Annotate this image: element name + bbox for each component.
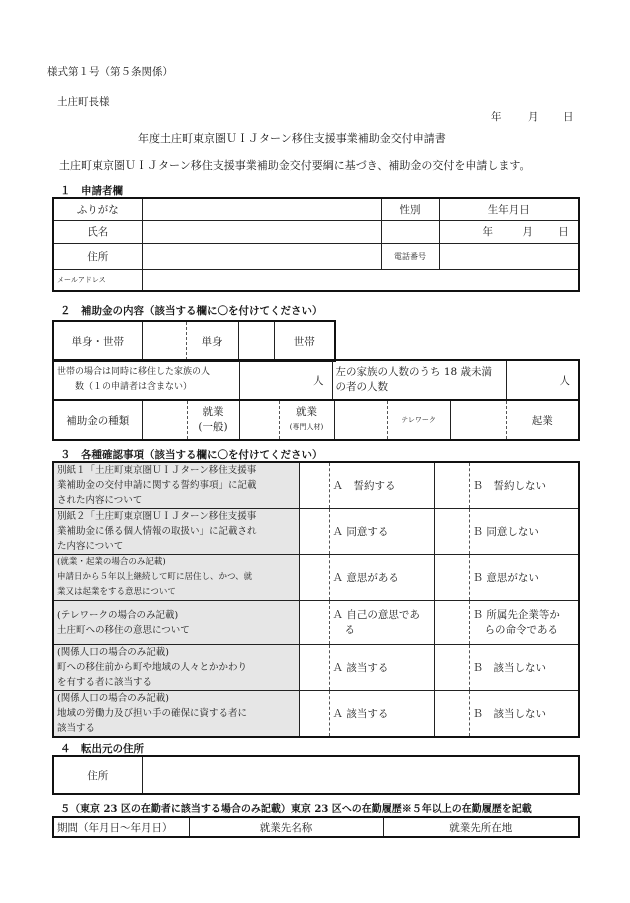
date-year-label: 年 bbox=[491, 111, 502, 123]
household-table bbox=[52, 320, 336, 362]
birth-day-label: 日 bbox=[558, 226, 569, 238]
family-count-question: 世帯の場合は同時に移住した家族の人 数（１の申請者は含まない） bbox=[53, 360, 239, 400]
option-a-label: Ａ 自己の意思であ る bbox=[329, 601, 434, 645]
location-header: 就業先所在地 bbox=[383, 817, 579, 837]
option-b-mark[interactable] bbox=[434, 555, 469, 601]
gender-label: 性別 bbox=[381, 198, 439, 220]
family-count-field[interactable]: 人 bbox=[239, 360, 332, 400]
phone-label: 電話番号 bbox=[381, 243, 439, 269]
date-day-label: 日 bbox=[563, 111, 574, 123]
telework-mark[interactable] bbox=[334, 400, 387, 440]
employ-general-mark[interactable] bbox=[142, 400, 187, 440]
previous-address-label: 住所 bbox=[53, 756, 142, 794]
option-b-label: Ｂ 所属先企業等か らの命令である bbox=[469, 601, 579, 645]
option-a-label: Ａ 該当する bbox=[329, 645, 434, 691]
household-mark[interactable] bbox=[238, 321, 274, 361]
confirm-row: (テレワークの場合のみ記載) 土庄町への移住の意思について Ａ 自己の意思であ る Ｂ 所属先企業等か らの命令である bbox=[53, 601, 579, 645]
email-label: メールアドレス bbox=[53, 269, 142, 291]
employ-pro-mark[interactable] bbox=[239, 400, 279, 440]
startup-mark[interactable] bbox=[450, 400, 506, 440]
confirm-row: (関係人口の場合のみ記載) 地域の労働力及び担い手の確保に資する者に 該当する Ａ 該当する Ｂ 該当しない bbox=[53, 691, 579, 738]
gender-field[interactable] bbox=[381, 220, 439, 243]
subsidy-kind-label: 補助金の種類 bbox=[53, 400, 142, 440]
intro-text: 土庄町東京圏ＵＩＪターン移住支援事業補助金交付要綱に基づき、補助金の交付を申請します。 bbox=[59, 159, 531, 172]
single-mark[interactable] bbox=[142, 321, 186, 361]
single-label: 単身 bbox=[186, 321, 238, 361]
confirm-row: (就業・起業の場合のみ記載) 申請日から５年以上継続して町に居住し、かつ、就 業又は起業をする意思について Ａ 意思がある Ｂ 意思がない bbox=[53, 555, 579, 601]
option-a-mark[interactable] bbox=[299, 691, 329, 738]
furigana-field[interactable] bbox=[142, 198, 381, 220]
single-household-label: 単身・世帯 bbox=[53, 321, 142, 361]
option-a-mark[interactable] bbox=[299, 509, 329, 555]
confirm-row: (関係人口の場合のみ記載) 町への移住前から町や地域の人々とかかわり を有する者に該当する Ａ 該当する Ｂ 該当しない bbox=[53, 645, 579, 691]
option-b-label: Ｂ 誓約しない bbox=[469, 462, 579, 509]
section3-heading: ３ 各種確認事項（該当する欄に〇を付けてください） bbox=[60, 449, 323, 461]
work-history-table bbox=[52, 816, 580, 838]
form-number: 様式第１号（第５条関係） bbox=[47, 66, 173, 78]
section5-heading: ５（東京 23 区の在勤者に該当する場合のみ記載）東京 23 区への在勤履歴※５年以上の在勤履歴を記載 bbox=[60, 804, 532, 815]
birthdate-field[interactable] bbox=[439, 220, 579, 243]
period-header: 期間（年月日～年月日） bbox=[53, 817, 189, 837]
furigana-label: ふりがな bbox=[53, 198, 142, 220]
date-month-label: 月 bbox=[528, 111, 539, 123]
birth-month-label: 月 bbox=[522, 226, 533, 238]
option-a-mark[interactable] bbox=[299, 601, 329, 645]
subsidy-kind-table bbox=[52, 399, 580, 441]
section1-heading: １ 申請者欄 bbox=[60, 185, 123, 197]
option-a-label: Ａ 該当する bbox=[329, 691, 434, 738]
section2-heading: ２ 補助金の内容（該当する欄に〇を付けてください） bbox=[60, 305, 323, 317]
option-b-mark[interactable] bbox=[434, 509, 469, 555]
address-label: 住所 bbox=[53, 243, 142, 269]
employ-general-label: 就業 (一般) bbox=[187, 400, 239, 440]
form-title: 年度土庄町東京圏ＵＩＪターン移住支援事業補助金交付申請書 bbox=[138, 132, 446, 145]
startup-label: 起業 bbox=[506, 400, 579, 440]
birth-year-label: 年 bbox=[482, 226, 493, 238]
option-b-label: Ｂ 意思がない bbox=[469, 555, 579, 601]
birthdate-label: 生年月日 bbox=[439, 198, 579, 220]
option-b-mark[interactable] bbox=[434, 462, 469, 509]
household-label: 世帯 bbox=[274, 321, 335, 361]
option-a-mark[interactable] bbox=[299, 462, 329, 509]
option-b-label: Ｂ 同意しない bbox=[469, 509, 579, 555]
option-b-mark[interactable] bbox=[434, 601, 469, 645]
confirm-row: 別紙１「土庄町東京圏ＵＩＪターン移住支援事 業補助金の交付申請に関する誓約事項」に記載 された内容について Ａ 誓約する Ｂ 誓約しない bbox=[53, 462, 579, 509]
addressee: 土庄町長様 bbox=[57, 96, 110, 108]
email-field[interactable] bbox=[142, 269, 579, 291]
name-field[interactable] bbox=[142, 220, 381, 243]
phone-field[interactable] bbox=[439, 243, 579, 269]
option-a-label: Ａ 誓約する bbox=[329, 462, 434, 509]
address-field[interactable] bbox=[142, 243, 381, 269]
telework-label: テレワーク bbox=[387, 400, 450, 440]
applicant-table bbox=[52, 197, 580, 292]
employer-header: 就業先名称 bbox=[189, 817, 383, 837]
confirm-row: 別紙２「土庄町東京圏ＵＩＪターン移住支援事 業補助金に係る個人情報の取扱い」に記載され た内容について Ａ 同意する Ｂ 同意しない bbox=[53, 509, 579, 555]
option-a-mark[interactable] bbox=[299, 555, 329, 601]
option-b-mark[interactable] bbox=[434, 691, 469, 738]
employ-pro-label: 就業 (専門人材) bbox=[279, 400, 334, 440]
minor-count-question: 左の家族の人数のうち 18 歳未満 の者の人数 bbox=[332, 360, 506, 400]
option-a-mark[interactable] bbox=[299, 645, 329, 691]
option-b-label: Ｂ 該当しない bbox=[469, 691, 579, 738]
option-b-mark[interactable] bbox=[434, 645, 469, 691]
family-count-table bbox=[52, 359, 580, 401]
previous-address-field[interactable] bbox=[142, 756, 579, 794]
previous-address-table bbox=[52, 755, 580, 795]
option-a-label: Ａ 同意する bbox=[329, 509, 434, 555]
name-label: 氏名 bbox=[53, 220, 142, 243]
confirmation-table bbox=[52, 461, 580, 738]
option-a-label: Ａ 意思がある bbox=[329, 555, 434, 601]
option-b-label: Ｂ 該当しない bbox=[469, 645, 579, 691]
minor-count-field[interactable]: 人 bbox=[506, 360, 579, 400]
section4-heading: ４ 転出元の住所 bbox=[60, 743, 144, 755]
